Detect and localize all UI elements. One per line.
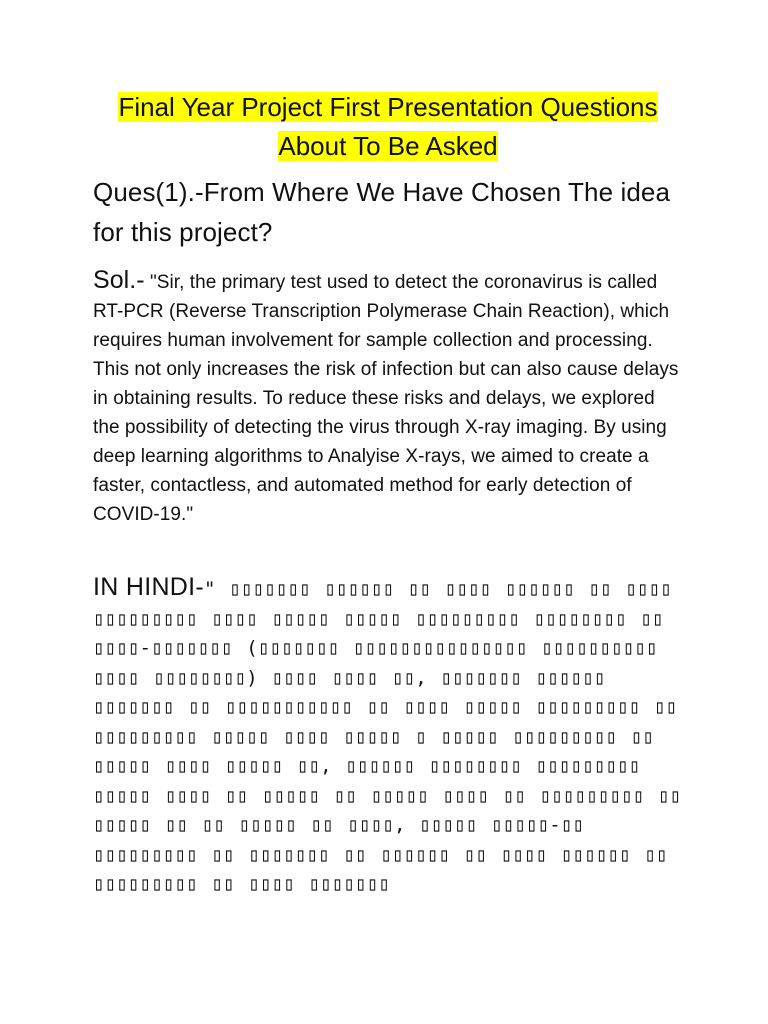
- hindi-body: " ▯▯▯▯▯▯▯ ▯▯▯▯▯▯ ▯▯ ▯▯▯▯ ▯▯▯▯▯▯ ▯▯ ▯▯▯▯ ▯▯▯▯▯▯▯▯▯ ▯▯▯▯ ▯▯▯▯▯ ▯▯▯▯▯ ▯▯▯▯▯▯▯▯▯ ▯▯▯▯▯▯▯▯ ▯▯ ▯▯▯▯-▯▯▯▯▯▯▯ (▯▯▯▯▯▯▯ ▯▯▯▯▯▯▯▯▯▯▯▯▯▯▯ ▯▯▯▯▯▯▯▯▯▯ ▯▯▯▯ ▯▯▯▯▯▯▯▯) ▯▯▯▯ ▯▯▯▯ ▯▯, ▯▯▯▯▯▯▯ ▯▯▯▯▯▯ ▯▯▯▯▯▯▯ ▯▯ ▯▯▯▯▯▯▯▯▯▯▯ ▯▯ ▯▯▯▯ ▯▯▯▯▯ ▯▯▯▯▯▯▯▯▯ ▯▯ ▯▯▯▯▯▯▯▯▯ ▯▯▯▯▯ ▯▯▯▯ ▯▯▯▯▯ ▯ ▯▯▯▯▯ ▯▯▯▯▯▯▯▯▯ ▯▯ ▯▯▯▯▯ ▯▯▯▯ ▯▯▯▯▯ ▯▯, ▯▯▯▯▯▯ ▯▯▯▯▯▯▯▯ ▯▯▯▯▯▯▯▯▯ ▯▯▯▯▯ ▯▯▯▯ ▯▯ ▯▯▯▯▯ ▯▯ ▯▯▯▯▯ ▯▯▯▯ ▯▯ ▯▯▯▯▯▯▯▯▯ ▯▯ ▯▯▯▯▯ ▯▯ ▯▯ ▯▯▯▯▯ ▯▯ ▯▯▯▯, ▯▯▯▯▯ ▯▯▯▯▯-▯▯ ▯▯▯▯▯▯▯▯▯ ▯▯ ▯▯▯▯▯▯▯ ▯▯ ▯▯▯▯▯▯ ▯▯ ▯▯▯▯ ▯▯▯▯▯▯ ▯▯ ▯▯▯▯▯▯▯▯▯ ▯▯ ▯▯▯▯ ▯▯▯▯▯▯▯: [93, 578, 682, 895]
- document-page: [93, 88, 683, 900]
- answer-body: "Sir, the primary test used to detect the coronavirus is called RT-PCR (Reverse Transcription Polymerase Chain Reaction), which requires human involvement for sample collection and processing. This not only increases the risk of infection but can also cause delays in obtaining results. To reduce these risks and delays, we explored the possibility of detecting the virus through X-ray imaging. By using deep learning algorithms to Analyise X-rays, we aimed to create a faster, contactless, and automated method for early detection of COVID-19.": [93, 272, 679, 525]
- title-line-2: About To Be Asked: [278, 131, 498, 161]
- question-heading: Ques(1).-From Where We Have Chosen The idea for this project?: [93, 177, 671, 247]
- document-title: [93, 88, 683, 166]
- answer-lead: Sol.-: [93, 266, 145, 294]
- hindi-lead: IN HINDI-: [93, 573, 205, 601]
- answer-paragraph: [93, 266, 683, 529]
- hindi-paragraph: [93, 573, 683, 900]
- title-line-1: Final Year Project First Presentation Questions: [118, 92, 658, 122]
